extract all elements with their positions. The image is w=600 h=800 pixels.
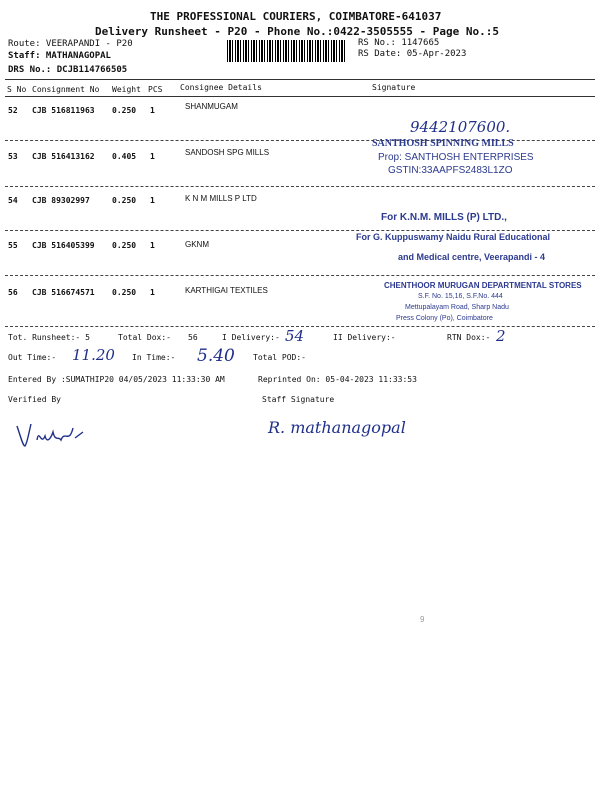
stamp-line: Mettupalayam Road, Sharp Nadu (405, 304, 509, 311)
row-weight: 0.250 (112, 241, 137, 250)
stamp-line: Prop: SANTHOSH ENTERPRISES (378, 152, 534, 163)
tot-runsheet: Tot. Runsheet:- 5 (8, 333, 90, 342)
col-pcs: PCS (148, 85, 163, 94)
page-mark: 9 (420, 615, 425, 624)
row-consignee: K N M MILLS P LTD (185, 194, 257, 203)
i-delivery-value: 54 (285, 327, 305, 345)
stamp-line: and Medical centre, Veerapandi - 4 (398, 252, 546, 262)
row-consignment: CJB 516674571 (32, 288, 95, 297)
row-sno: 56 (8, 288, 18, 297)
verified-by-signature (15, 418, 95, 453)
row-consignee: SANDOSH SPG MILLS (185, 148, 270, 157)
route-label: Route: VEERAPANDI - P20 (8, 39, 133, 49)
row-pcs: 1 (150, 196, 155, 205)
row-consignee: KARTHIGAI TEXTILES (185, 286, 268, 295)
total-dox-value: 56 (188, 333, 198, 342)
row-weight: 0.250 (112, 288, 137, 297)
col-consignee: Consignee Details (180, 83, 262, 92)
col-weight: Weight (112, 85, 141, 94)
stamp-line: CHENTHOOR MURUGAN DEPARTMENTAL STORES (384, 281, 582, 290)
col-consignment: Consignment No (32, 85, 100, 94)
in-time-label: In Time:- (132, 353, 176, 362)
runsheet-subtitle: Delivery Runsheet - P20 - Phone No.:0422-3505555 - Page No.:5 (95, 25, 499, 38)
verified-by-label: Verified By (8, 395, 61, 404)
total-dox-label: Total Dox:- (118, 333, 171, 342)
company-title: THE PROFESSIONAL COURIERS, COIMBATORE-641037 (150, 10, 442, 23)
col-signature: Signature (372, 83, 416, 92)
row-weight: 0.405 (112, 152, 137, 161)
stamp-line: GSTIN:33AAPFS2483L1ZO (388, 165, 513, 176)
handwritten-phone: 9442107600. (410, 118, 511, 136)
row-pcs: 1 (150, 241, 155, 250)
staff-signature-label: Staff Signature (262, 395, 335, 404)
rs-number: RS No.: 1147665 (358, 38, 440, 48)
stamp-line: SANTHOSH SPINNING MILLS (372, 138, 514, 149)
rtn-dox-label: RTN Dox:- (447, 333, 491, 342)
stamp-line: S.F. No. 15,16, S.F.No. 444 (418, 293, 503, 300)
row-divider (5, 275, 595, 276)
row-consignment: CJB 516811963 (32, 106, 95, 115)
total-pod-label: Total POD:- (253, 353, 306, 362)
row-weight: 0.250 (112, 196, 137, 205)
out-time-value: 11.20 (72, 346, 115, 364)
rtn-dox-value: 2 (496, 327, 506, 345)
drs-number: DRS No.: DCJB114766505 (8, 65, 128, 75)
row-divider (5, 186, 595, 187)
row-sno: 55 (8, 241, 18, 250)
table-header-rule (5, 96, 595, 97)
row-sno: 53 (8, 152, 18, 161)
row-weight: 0.250 (112, 106, 137, 115)
stamp-line: For G. Kuppuswamy Naidu Rural Educational (356, 232, 551, 242)
row-consignment: CJB 516405399 (32, 241, 95, 250)
row-divider (5, 230, 595, 231)
barcode (227, 40, 347, 62)
row-pcs: 1 (150, 152, 155, 161)
col-sno: S No (7, 85, 27, 94)
entered-by: Entered By :SUMATHIP20 04/05/2023 11:33:30 AM (8, 375, 225, 384)
stamp-line: Press Colony (Po), Coimbatore (396, 315, 493, 322)
rs-date: RS Date: 05-Apr-2023 (358, 49, 467, 59)
table-top-rule (5, 79, 595, 80)
i-delivery-label: I Delivery:- (222, 333, 280, 342)
row-pcs: 1 (150, 106, 155, 115)
staff-signature-hand: R. mathanagopal (268, 418, 406, 437)
row-sno: 52 (8, 106, 18, 115)
in-time-value: 5.40 (197, 346, 235, 366)
row-consignee: GKNM (185, 240, 209, 249)
row-pcs: 1 (150, 288, 155, 297)
row-consignment: CJB 89302997 (32, 196, 90, 205)
row-consignment: CJB 516413162 (32, 152, 95, 161)
staff-label: Staff: MATHANAGOPAL (8, 51, 111, 61)
ii-delivery-label: II Delivery:- (333, 333, 396, 342)
out-time-label: Out Time:- (8, 353, 57, 362)
reprinted-on: Reprinted On: 05-04-2023 11:33:53 (258, 375, 417, 384)
row-sno: 54 (8, 196, 18, 205)
row-consignee: SHANMUGAM (185, 102, 238, 111)
stamp-line: For K.N.M. MILLS (P) LTD., (381, 212, 507, 223)
